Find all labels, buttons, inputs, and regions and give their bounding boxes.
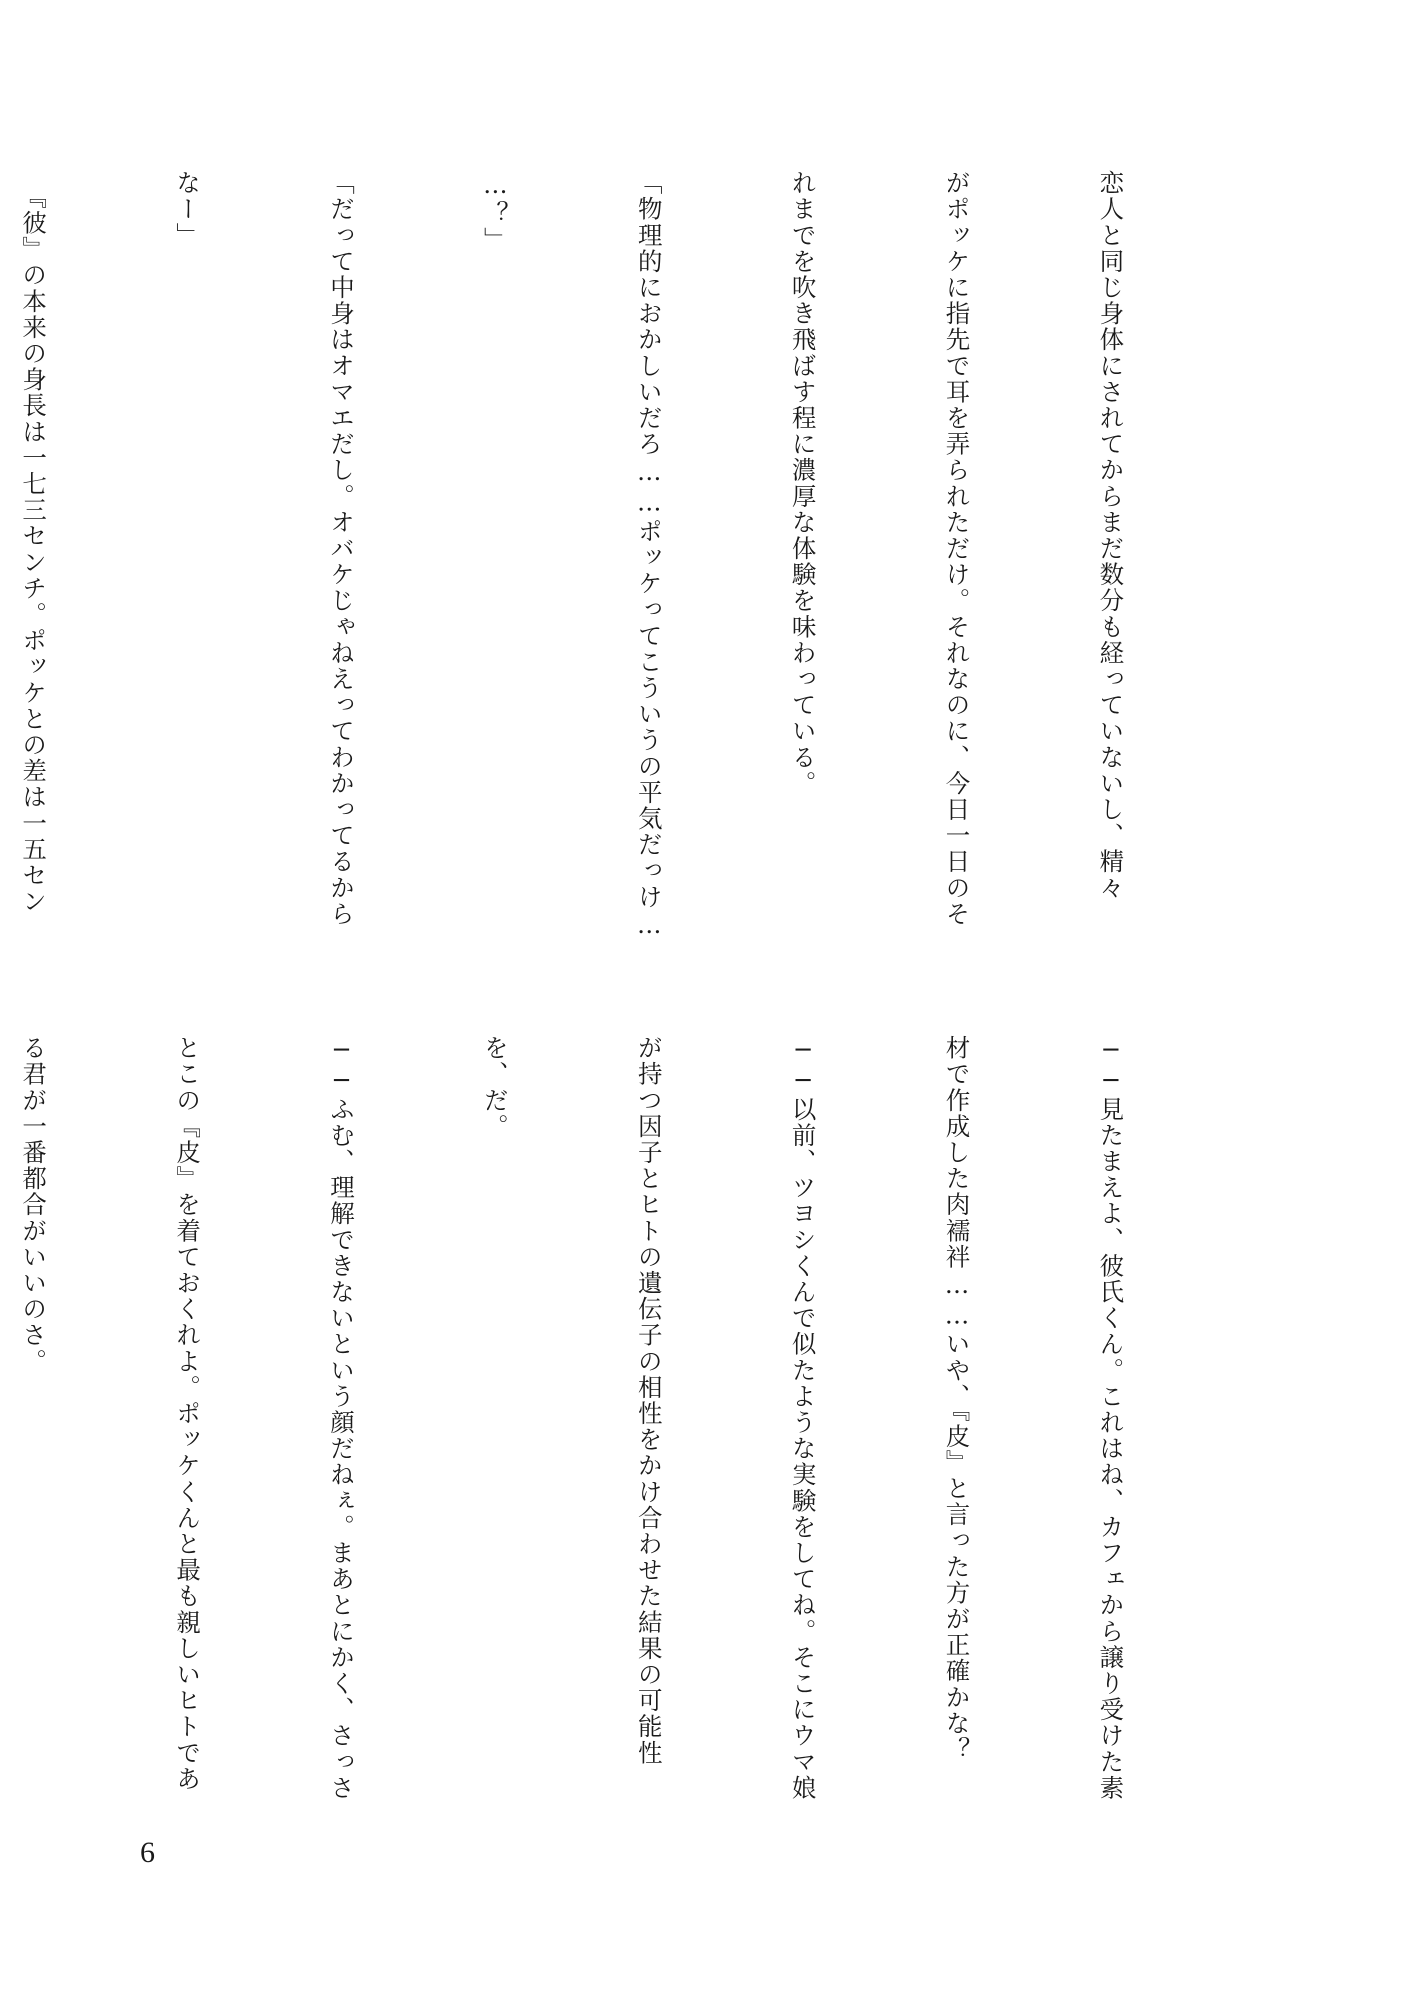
text-line: 「物理的におかしいだろ……ポッケってこういうの平気だっけ… — [634, 170, 664, 941]
text-line: 『彼』の本来の身長は一七三センチ。ポッケとの差は一五セン — [19, 170, 49, 915]
text-block-upper — [19, 170, 1239, 941]
text-line: ──見たまえよ、彼氏くん。これはね、カフェから譲り受けた素 — [1096, 1035, 1126, 1801]
text-line: を、だ。 — [480, 1035, 510, 1140]
text-line: 材で作成した肉襦袢……いや、『皮』と言った方が正確かな？ — [942, 1035, 972, 1763]
page-number: 6 — [140, 1836, 155, 1869]
text-line: がポッケに指先で耳を弄られただけ。それなのに、今日一日のそ — [942, 170, 972, 927]
text-line: れまでを吹き飛ばす程に濃厚な体験を味わっている。 — [788, 170, 818, 797]
text-line: る君が一番都合がいいのさ。 — [19, 1035, 49, 1375]
text-line: が持つ因子とヒトの遺伝子の相性をかけ合わせた結果の可能性 — [634, 1035, 664, 1766]
text-line: 「だって中身はオマエだし。オバケじゃねえってわかってるから — [326, 170, 356, 927]
text-line: なー」 — [173, 170, 203, 249]
text-line: ──以前、ツヨシくんで似たような実験をしてね。そこにウマ娘 — [788, 1035, 818, 1801]
text-line: ──ふむ、理解できないという顔だねぇ。まあとにかく、さっさ — [326, 1035, 356, 1801]
text-line: 恋人と同じ身体にされてからまだ数分も経っていないし、精々 — [1096, 170, 1126, 901]
text-block-lower — [19, 1035, 1239, 1915]
text-line: とこの『皮』を着ておくれよ。ポッケくんと最も親しいヒトであ — [173, 1035, 203, 1792]
text-line: …？」 — [480, 170, 510, 253]
